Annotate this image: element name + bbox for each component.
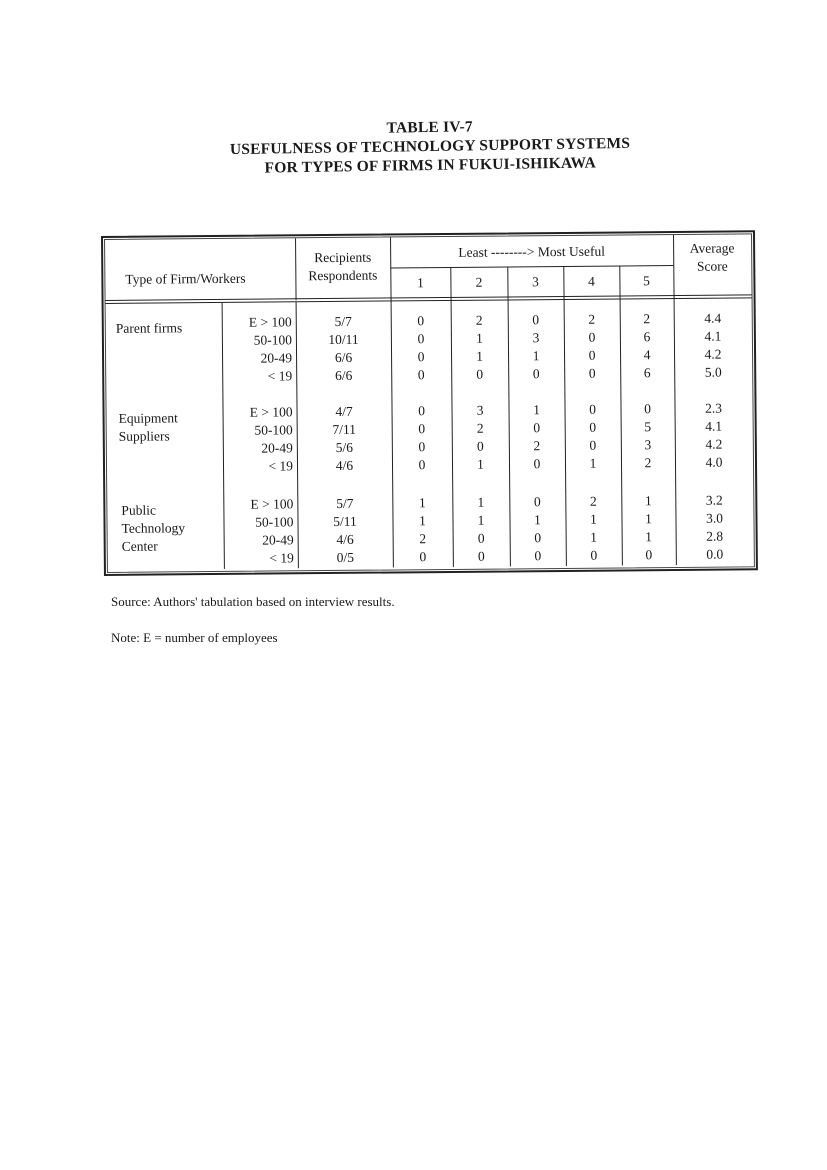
header-usefulness-scale: Least --------> Most Useful bbox=[458, 243, 606, 260]
header-type: Type of Firm/Workers bbox=[125, 270, 246, 287]
header-average: Average bbox=[689, 240, 735, 256]
header-respondents: Respondents bbox=[308, 267, 378, 284]
table-title-line-2: FOR TYPES OF FIRMS IN FUKUI-ISHIKAWA bbox=[264, 154, 597, 177]
header-scale-1: 1 bbox=[416, 275, 424, 291]
group-label-equipment-suppliers: Equipment Suppliers bbox=[118, 410, 178, 444]
table-title-block bbox=[150, 114, 711, 180]
group-label-public-technology-center: Public Technology Center bbox=[121, 502, 186, 554]
data-table bbox=[101, 230, 758, 576]
header-scale-4: 4 bbox=[587, 273, 595, 289]
header-scale-2: 2 bbox=[475, 274, 483, 290]
header-scale-5: 5 bbox=[642, 273, 650, 289]
group-label-parent-firms: Parent firms bbox=[115, 320, 183, 336]
header-recipients: Recipients bbox=[314, 249, 372, 266]
header-score: Score bbox=[696, 258, 728, 274]
employee-note: Note: E = number of employees bbox=[111, 630, 278, 645]
table-title-line-1: USEFULNESS OF TECHNOLOGY SUPPORT SYSTEMS bbox=[229, 134, 631, 159]
table-number: TABLE IV-7 bbox=[386, 118, 473, 137]
header-scale-3: 3 bbox=[531, 274, 539, 290]
source-note: Source: Authors' tabulation based on interview results. bbox=[111, 594, 395, 609]
